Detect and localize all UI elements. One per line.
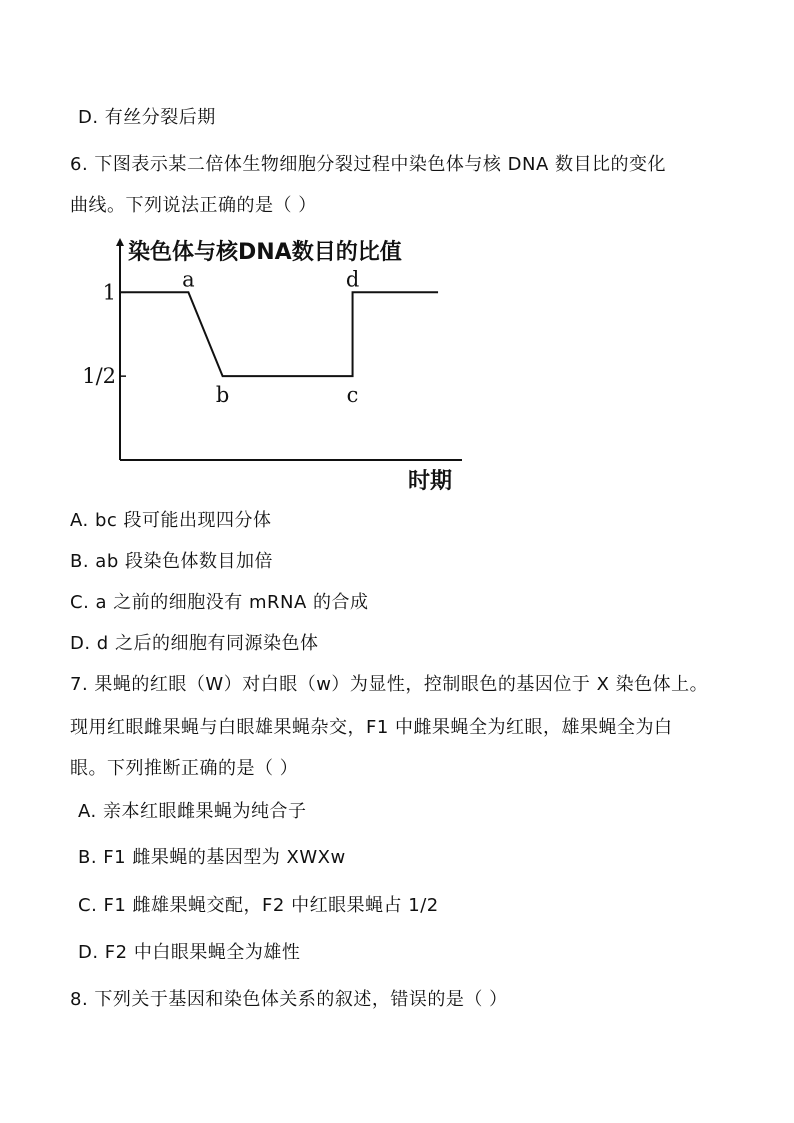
- q7-stem-line-3: 眼。下列推断正确的是（ ）: [70, 758, 299, 779]
- q6-stem-line-2: 曲线。下列说法正确的是（ ）: [70, 195, 317, 216]
- q6-option-c: C. a 之前的细胞没有 mRNA 的合成: [70, 592, 369, 613]
- q7-option-b: B. F1 雌果蝇的基因型为 XWXw: [78, 847, 346, 868]
- q6-option-b: B. ab 段染色体数目加倍: [70, 551, 273, 572]
- q7-option-a: A. 亲本红眼雌果蝇为纯合子: [78, 801, 307, 822]
- series-line: [120, 292, 438, 376]
- q6-option-d: D. d 之后的细胞有同源染色体: [70, 633, 319, 654]
- q7-stem-line-2: 现用红眼雌果蝇与白眼雄果蝇杂交，F1 中雌果蝇全为红眼，雄果蝇全为白: [70, 717, 673, 738]
- point-label-c: c: [346, 383, 359, 408]
- point-labels: [182, 267, 359, 407]
- q7-stem-line-1: 7. 果蝇的红眼（W）对白眼（w）为显性，控制眼色的基因位于 X 染色体上。: [70, 674, 709, 695]
- point-label-b: b: [215, 383, 230, 408]
- q6-option-a: A. bc 段可能出现四分体: [70, 510, 272, 531]
- y-tick-label: 1/2: [82, 364, 116, 389]
- ratio-line-chart: [82, 228, 470, 500]
- chart-title: 染色体与核DNA数目的比值: [128, 240, 402, 265]
- q8-stem-line-1: 8. 下列关于基因和染色体关系的叙述，错误的是（ ）: [70, 989, 508, 1010]
- point-label-a: a: [182, 267, 195, 292]
- q5-option-d: D. 有丝分裂后期: [78, 107, 216, 128]
- point-label-d: d: [345, 267, 360, 292]
- q7-option-d: D. F2 中白眼果蝇全为雄性: [78, 942, 301, 963]
- y-tick-label: 1: [102, 280, 116, 305]
- x-axis-title: 时期: [408, 469, 453, 494]
- q6-stem-line-1: 6. 下图表示某二倍体生物细胞分裂过程中染色体与核 DNA 数目比的变化: [70, 154, 666, 175]
- q7-option-c: C. F1 雌雄果蝇交配，F2 中红眼果蝇占 1/2: [78, 895, 439, 916]
